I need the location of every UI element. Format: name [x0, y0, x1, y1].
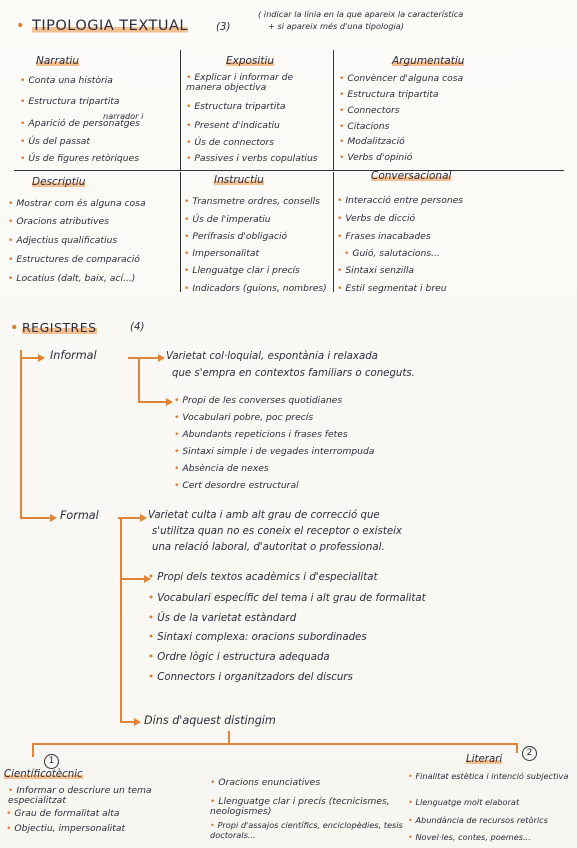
tree-branch: [228, 731, 230, 743]
informal-label: Informal: [50, 349, 97, 362]
title-note-2: + si apareix més d'una tipologia): [268, 21, 404, 31]
list-item: • Verbs de dicció: [337, 213, 416, 224]
literari-label: Literari: [466, 754, 503, 765]
list-item-note: narrador i: [103, 111, 144, 121]
arrow-icon: [140, 514, 147, 522]
list-item: • Citacions: [339, 121, 390, 132]
title-count: (3): [216, 22, 231, 33]
cientific-label: Científicotècnic: [4, 769, 83, 780]
list-item: • Objectiu, impersonalitat: [6, 823, 126, 834]
list-item: • Ordre lògic i estructura adequada: [148, 652, 330, 663]
list-item: • Convèncer d'alguna cosa: [339, 73, 464, 84]
list-item: • Conta una història: [20, 75, 113, 86]
registres-count: (4): [130, 322, 145, 333]
list-item: • Cert desordre estructural: [174, 480, 299, 491]
list-item: • Propi d'assajos científics, enciclopèdies, tesis doctorals...: [210, 820, 403, 840]
registres-bullet: •: [10, 320, 20, 336]
list-item: • Perífrasis d'obligació: [184, 231, 288, 242]
tree-branch: [138, 401, 168, 403]
list-item: • Verbs d'opinió: [339, 152, 413, 163]
table-top-divider-1: [180, 50, 181, 170]
tree-branch: [138, 357, 140, 402]
list-item: • Estil segmentat i breu: [337, 283, 447, 294]
tree-trunk: [20, 350, 22, 518]
list-item: • Locatius (dalt, baix, ací...): [8, 273, 136, 284]
list-item: • Grau de formalitat alta: [6, 808, 120, 819]
list-item: • Informar o descriure un tema especialitzat: [8, 785, 152, 806]
header-expositiu: Expositiu: [226, 55, 275, 67]
formal-definition-1: Varietat culta i amb alt grau de correcció que: [148, 510, 380, 521]
list-item: • Estructura tripartita: [20, 96, 120, 107]
list-item: • Novel·les, contes, poemes...: [408, 832, 531, 842]
informal-definition-1: Varietat col·loquial, espontània i relaxada: [166, 351, 378, 362]
list-item: • Explicar i informar de manera objectiva: [186, 72, 294, 93]
list-item: • Ús de la varietat estàndard: [148, 613, 297, 624]
list-item: • Adjectius qualificatius: [8, 235, 118, 246]
header-narratiu: Narratiu: [36, 55, 80, 67]
list-item: • Connectors: [339, 105, 400, 116]
list-item: • Abundància de recursos retòrics: [408, 815, 548, 825]
arrow-icon: [134, 718, 141, 726]
list-item: • Llenguatge clar i precís: [184, 265, 300, 276]
formal-label: Formal: [60, 509, 99, 522]
header-argumentatiu: Argumentatiu: [392, 55, 465, 67]
list-item: • Llenguatge molt elaborat: [408, 797, 520, 807]
number-badge: 1: [44, 754, 59, 769]
list-item: • Oracions atributives: [8, 216, 109, 227]
bracket-line: [32, 743, 518, 745]
list-item: • Estructura tripartita: [186, 101, 286, 112]
list-item: • Present d'indicatiu: [186, 120, 280, 131]
list-item: • Passives i verbs copulatius: [186, 153, 318, 164]
formal-definition-3: una relació laboral, d'autoritat o professional.: [152, 542, 385, 553]
number-badge: 2: [522, 746, 537, 761]
list-item: • Oracions enunciatives: [210, 777, 321, 788]
list-item: • Sintaxi senzilla: [337, 265, 415, 276]
tree-branch: [138, 357, 160, 359]
arrow-icon: [166, 398, 173, 406]
list-item: • Modalització: [339, 136, 405, 147]
list-item: • Transmetre ordres, consells: [184, 196, 320, 207]
list-item: • Propi dels textos acadèmics i d'especialitat: [148, 572, 378, 583]
title-note-1: ( indicar la línia en la que apareix la característica: [258, 9, 464, 19]
list-item: • Estructura tripartita: [339, 89, 439, 100]
list-item: • Mostrar com és alguna cosa: [8, 198, 146, 209]
bracket-line: [516, 743, 518, 753]
list-item: • Abundants repeticions i frases fetes: [174, 429, 348, 440]
table-bottom-divider-1: [180, 172, 181, 292]
list-item: • Impersonalitat: [184, 248, 260, 259]
registres-title: REGISTRES: [22, 320, 97, 335]
list-item: • Sintaxi complexa: oracions subordinades: [148, 632, 367, 643]
bracket-line: [32, 743, 34, 757]
table-bottom-divider-2: [333, 172, 334, 292]
list-item: • Ús del passat: [20, 136, 91, 147]
header-descriptiu: Descriptiu: [32, 176, 86, 188]
list-item: • Llenguatge clar i precís (tecnicismes, neologismes): [210, 796, 390, 817]
table-top-divider-2: [333, 50, 334, 170]
tree-branch: [20, 517, 52, 519]
list-item: • Frases inacabades: [337, 231, 431, 242]
formal-definition-2: s'utilitza quan no es coneix el receptor o existeix: [152, 526, 402, 537]
list-item: • Estructures de comparació: [8, 254, 140, 265]
list-item: • Vocabulari específic del tema i alt grau de formalitat: [148, 593, 426, 604]
list-item: • Ús de l'imperatiu: [184, 214, 271, 225]
list-item: • Guió, salutacions...: [344, 248, 440, 259]
list-item: • Ús de connectors: [186, 137, 274, 148]
title-bullet: •: [16, 18, 26, 34]
informal-definition-2: que s'empra en contextos familiars o coneguts.: [172, 368, 415, 379]
list-item: • Finalitat estètica i intenció subjectiva: [408, 771, 569, 781]
formal-distinction: Dins d'aquest distingim: [144, 714, 276, 727]
list-item: • Absència de nexes: [174, 463, 269, 474]
tree-branch: [120, 578, 146, 580]
list-item: • Connectors i organitzadors del discurs: [148, 672, 353, 683]
list-item: • Interacció entre persones: [337, 195, 464, 206]
list-item: • Aparició de personatges: [20, 118, 140, 129]
table-separator: [14, 170, 564, 171]
list-item: • Indicadors (guions, nombres): [184, 283, 327, 294]
tree-branch: [20, 357, 40, 359]
arrow-icon: [50, 514, 57, 522]
tree-trunk-formal: [120, 517, 122, 722]
list-item: • Propi de les converses quotidianes: [174, 395, 343, 406]
header-instructiu: Instructiu: [214, 174, 264, 186]
page-title: TIPOLOGIA TEXTUAL: [32, 18, 188, 34]
list-item: • Vocabulari pobre, poc precís: [174, 412, 314, 423]
arrow-icon: [38, 354, 45, 362]
list-item: • Ús de figures retòriques: [20, 153, 139, 164]
header-conversacional: Conversacional: [371, 170, 452, 182]
list-item: • Sintaxi simple i de vegades interrompuda: [174, 446, 375, 457]
